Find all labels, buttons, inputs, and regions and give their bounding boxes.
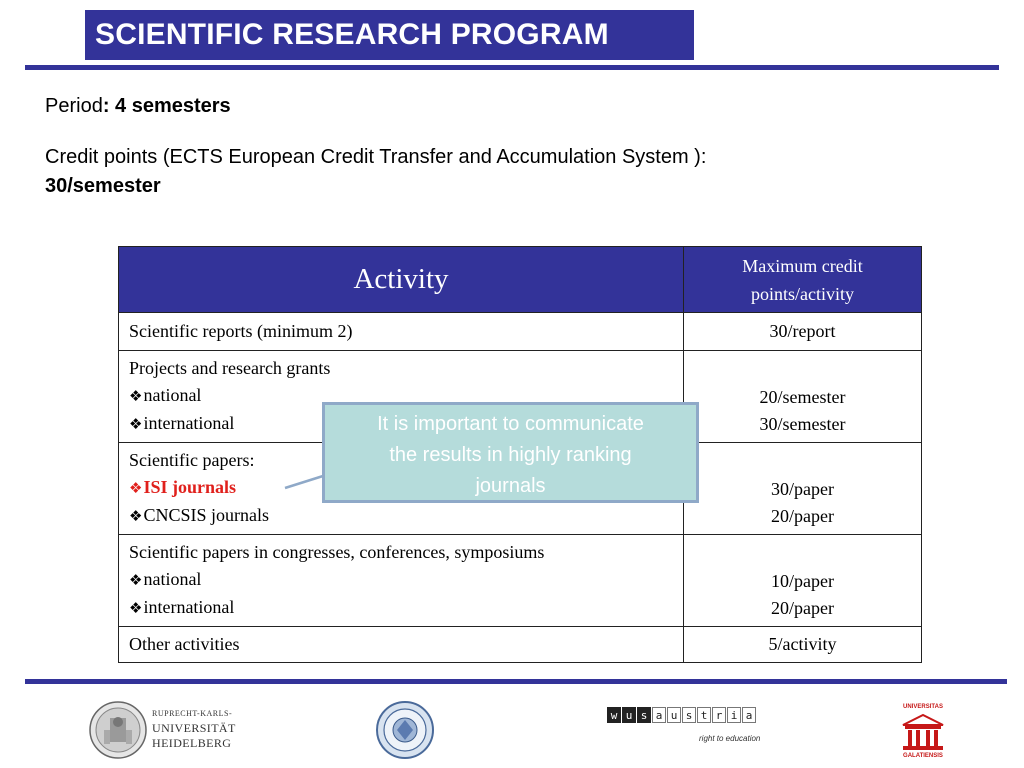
table-row — [119, 535, 922, 627]
galati-university-logo — [895, 700, 951, 762]
wus-austria-logo — [607, 707, 779, 747]
list-item-highlight: ❖ISI journals — [129, 477, 236, 497]
row-title: Other activities — [129, 634, 240, 654]
list-item: ❖CNCSIS journals — [129, 505, 269, 525]
bottom-divider — [25, 679, 1007, 684]
wus-tagline: right to education — [699, 734, 761, 743]
period-label: Period — [45, 95, 103, 117]
row-value: 5/activity — [768, 634, 837, 654]
row-title: Projects and research grants — [129, 358, 331, 378]
credit-label: Credit points (ECTS European Credit Transfer and Accumulation System ): — [45, 146, 707, 168]
header-max-line1: Maximum credit — [742, 255, 863, 276]
row-credit — [684, 313, 922, 351]
diamond-bullet-icon: ❖ — [129, 415, 143, 433]
header-activity: Activity — [119, 247, 684, 313]
header-max-credit — [684, 247, 922, 313]
heidelberg-logo — [88, 700, 258, 760]
galati-top-text: UNIVERSITAS — [903, 704, 943, 710]
row-title: Scientific reports (minimum 2) — [129, 321, 353, 341]
row-value: 20/paper — [771, 505, 834, 526]
row-title: Scientific papers: — [129, 450, 255, 470]
heidelberg-line3: HEIDELBERG — [152, 736, 232, 750]
wus-letter: w — [607, 707, 621, 723]
table-row — [119, 313, 922, 351]
row-value: 30/paper — [771, 478, 834, 499]
row-activity — [119, 535, 684, 627]
heidelberg-line2: UNIVERSITÄT — [152, 721, 236, 735]
row-credit — [684, 535, 922, 627]
wus-letter: r — [712, 707, 726, 723]
university-seal-icon — [375, 700, 435, 760]
wus-letter: a — [742, 707, 756, 723]
callout-box — [322, 402, 699, 503]
diamond-bullet-icon: ❖ — [129, 479, 143, 497]
row-credit — [684, 443, 922, 535]
page-title: SCIENTIFIC RESEARCH PROGRAM — [85, 10, 694, 60]
wus-letter: s — [682, 707, 696, 723]
row-credit — [684, 627, 922, 663]
table-header-row — [119, 247, 922, 313]
wus-letter: u — [667, 707, 681, 723]
heidelberg-line1: RUPRECHT-KARLS- — [152, 709, 233, 718]
list-item: ❖national — [129, 569, 202, 589]
diamond-bullet-icon: ❖ — [129, 599, 143, 617]
list-item: ❖international — [129, 597, 235, 617]
top-divider — [25, 65, 999, 70]
row-credit — [684, 351, 922, 443]
row-value: 30/semester — [759, 413, 846, 434]
callout-line3: journals — [475, 475, 546, 497]
list-item: ❖national — [129, 385, 202, 405]
wus-letter: t — [697, 707, 711, 723]
galati-bottom-text: GALATIENSIS — [903, 753, 943, 759]
diamond-bullet-icon: ❖ — [129, 507, 143, 525]
diamond-bullet-icon: ❖ — [129, 387, 143, 405]
row-title: Scientific papers in congresses, conferences, symposiums — [129, 542, 545, 562]
wus-letter: u — [622, 707, 636, 723]
row-value: 10/paper — [771, 570, 834, 591]
callout-connector — [283, 470, 325, 490]
wus-letters — [607, 707, 779, 723]
wus-letter: s — [637, 707, 651, 723]
row-value: 20/paper — [771, 597, 834, 618]
period-line — [45, 95, 231, 118]
callout-line1: It is important to communicate — [377, 413, 644, 435]
wus-letter: a — [652, 707, 666, 723]
row-value: 20/semester — [759, 386, 846, 407]
building-icon — [901, 713, 945, 751]
row-activity — [119, 313, 684, 351]
diamond-bullet-icon: ❖ — [129, 571, 143, 589]
wus-letter: i — [727, 707, 741, 723]
credit-value: 30/semester — [45, 175, 161, 197]
callout-line2: the results in highly ranking — [389, 444, 632, 466]
period-value: : 4 semesters — [102, 95, 231, 117]
table-row — [119, 627, 922, 663]
heidelberg-seal-icon — [88, 700, 148, 760]
row-activity — [119, 627, 684, 663]
credit-points — [45, 143, 706, 201]
row-value: 30/report — [769, 321, 836, 341]
header-max-line2: points/activity — [751, 283, 854, 304]
list-item: ❖international — [129, 413, 235, 433]
